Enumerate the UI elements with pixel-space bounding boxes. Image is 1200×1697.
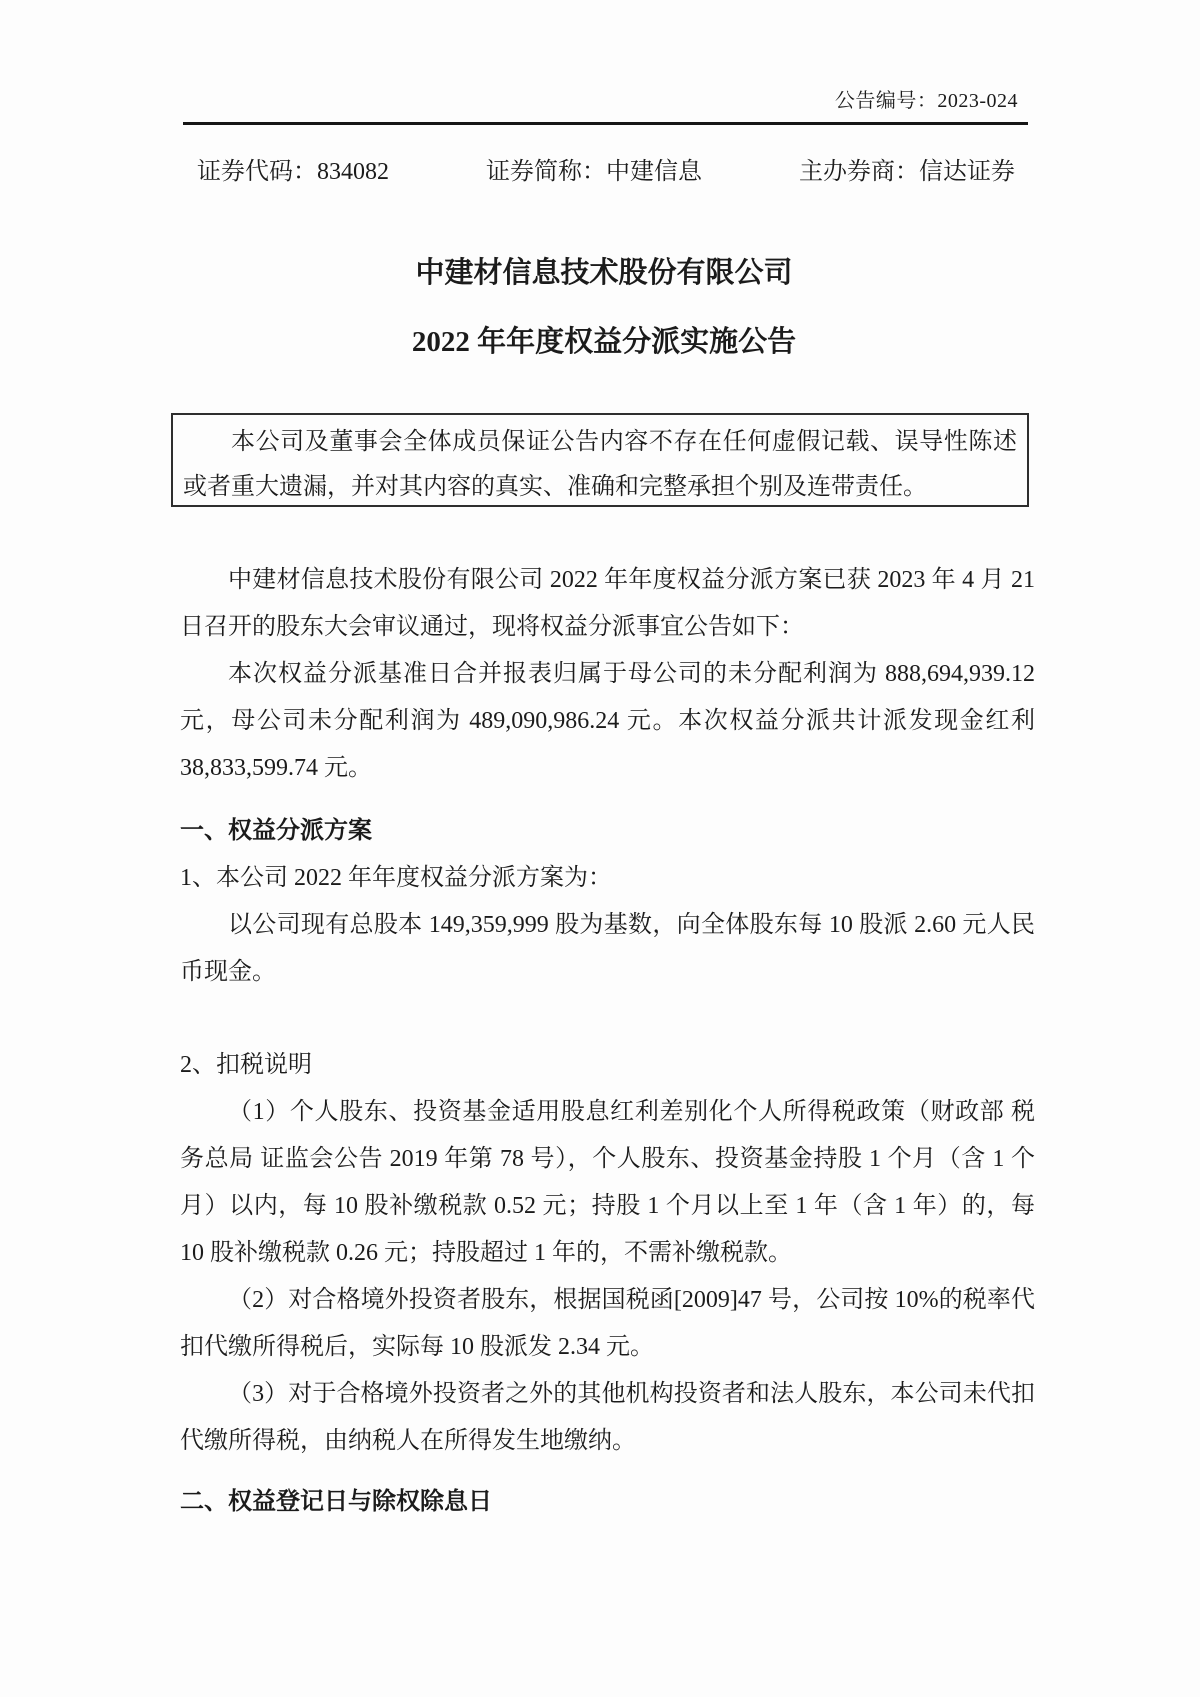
tax-item-3: （3）对于合格境外投资者之外的其他机构投资者和法人股东，本公司未代扣代缴所得税，由纳税人在所得发生地缴纳。: [180, 1381, 1035, 1454]
tax-item-2: （2）对合格境外投资者股东，根据国税函[2009]47 号，公司按 10%的税率代扣代缴所得税后，实际每 10 股派发 2.34 元。: [180, 1287, 1035, 1360]
announcement-title: 2022 年年度权益分派实施公告: [411, 326, 797, 358]
notice-number: 公告编号：2023-024: [834, 90, 1018, 112]
paragraph-undistributed-profit: 本次权益分派基准日合并报表归属于母公司的未分配利润为 888,694,939.12 元，母公司未分配利润为 489,090,986.24 元。本次权益分派共计派发现金红利 38,833,599.74 元。: [180, 661, 1035, 781]
section2-heading: 二、权益登记日与除权除息日: [180, 1489, 492, 1515]
disclaimer-box: [171, 413, 1029, 507]
tax-note-heading: 2、扣税说明: [180, 1052, 312, 1078]
stock-short-name: 证券简称：中建信息: [486, 159, 702, 185]
section1-heading: 一、权益分派方案: [180, 818, 372, 844]
paragraph-approval-intro: 中建材信息技术股份有限公司 2022 年年度权益分派方案已获 2023 年 4 月 21 日召开的股东大会审议通过，现将权益分派事宜公告如下：: [180, 567, 1035, 640]
securities-info-row: [197, 151, 1015, 186]
plan-intro-line: 1、本公司 2022 年年度权益分派方案为：: [180, 865, 612, 891]
disclaimer-text: 本公司及董事会全体成员保证公告内容不存在任何虚假记载、误导性陈述或者重大遗漏，并对其内容的真实、准确和完整承担个别及连带责任。: [183, 429, 1017, 500]
plan-detail-line: 以公司现有总股本 149,359,999 股为基数，向全体股东每 10 股派 2.60 元人民币现金。: [180, 912, 1035, 985]
lead-broker: 主办券商：信达证券: [799, 159, 1015, 185]
company-name-title: 中建材信息技术股份有限公司: [415, 257, 793, 289]
header-divider: [183, 122, 1028, 125]
tax-item-1: （1）个人股东、投资基金适用股息红利差别化个人所得税政策（财政部 税务总局 证监会公告 2019 年第 78 号），个人股东、投资基金持股 1 个月（含 1 个月）以内，每 10 股补缴税款 0.52 元；持股 1 个月以上至 1 年（含 1 年）的，每 10 股补缴税款 0.26 元；持股超过 1 年的，不需补缴税款。: [180, 1099, 1035, 1266]
stock-code: 证券代码：834082: [197, 159, 389, 185]
document-body: [180, 557, 1035, 1526]
